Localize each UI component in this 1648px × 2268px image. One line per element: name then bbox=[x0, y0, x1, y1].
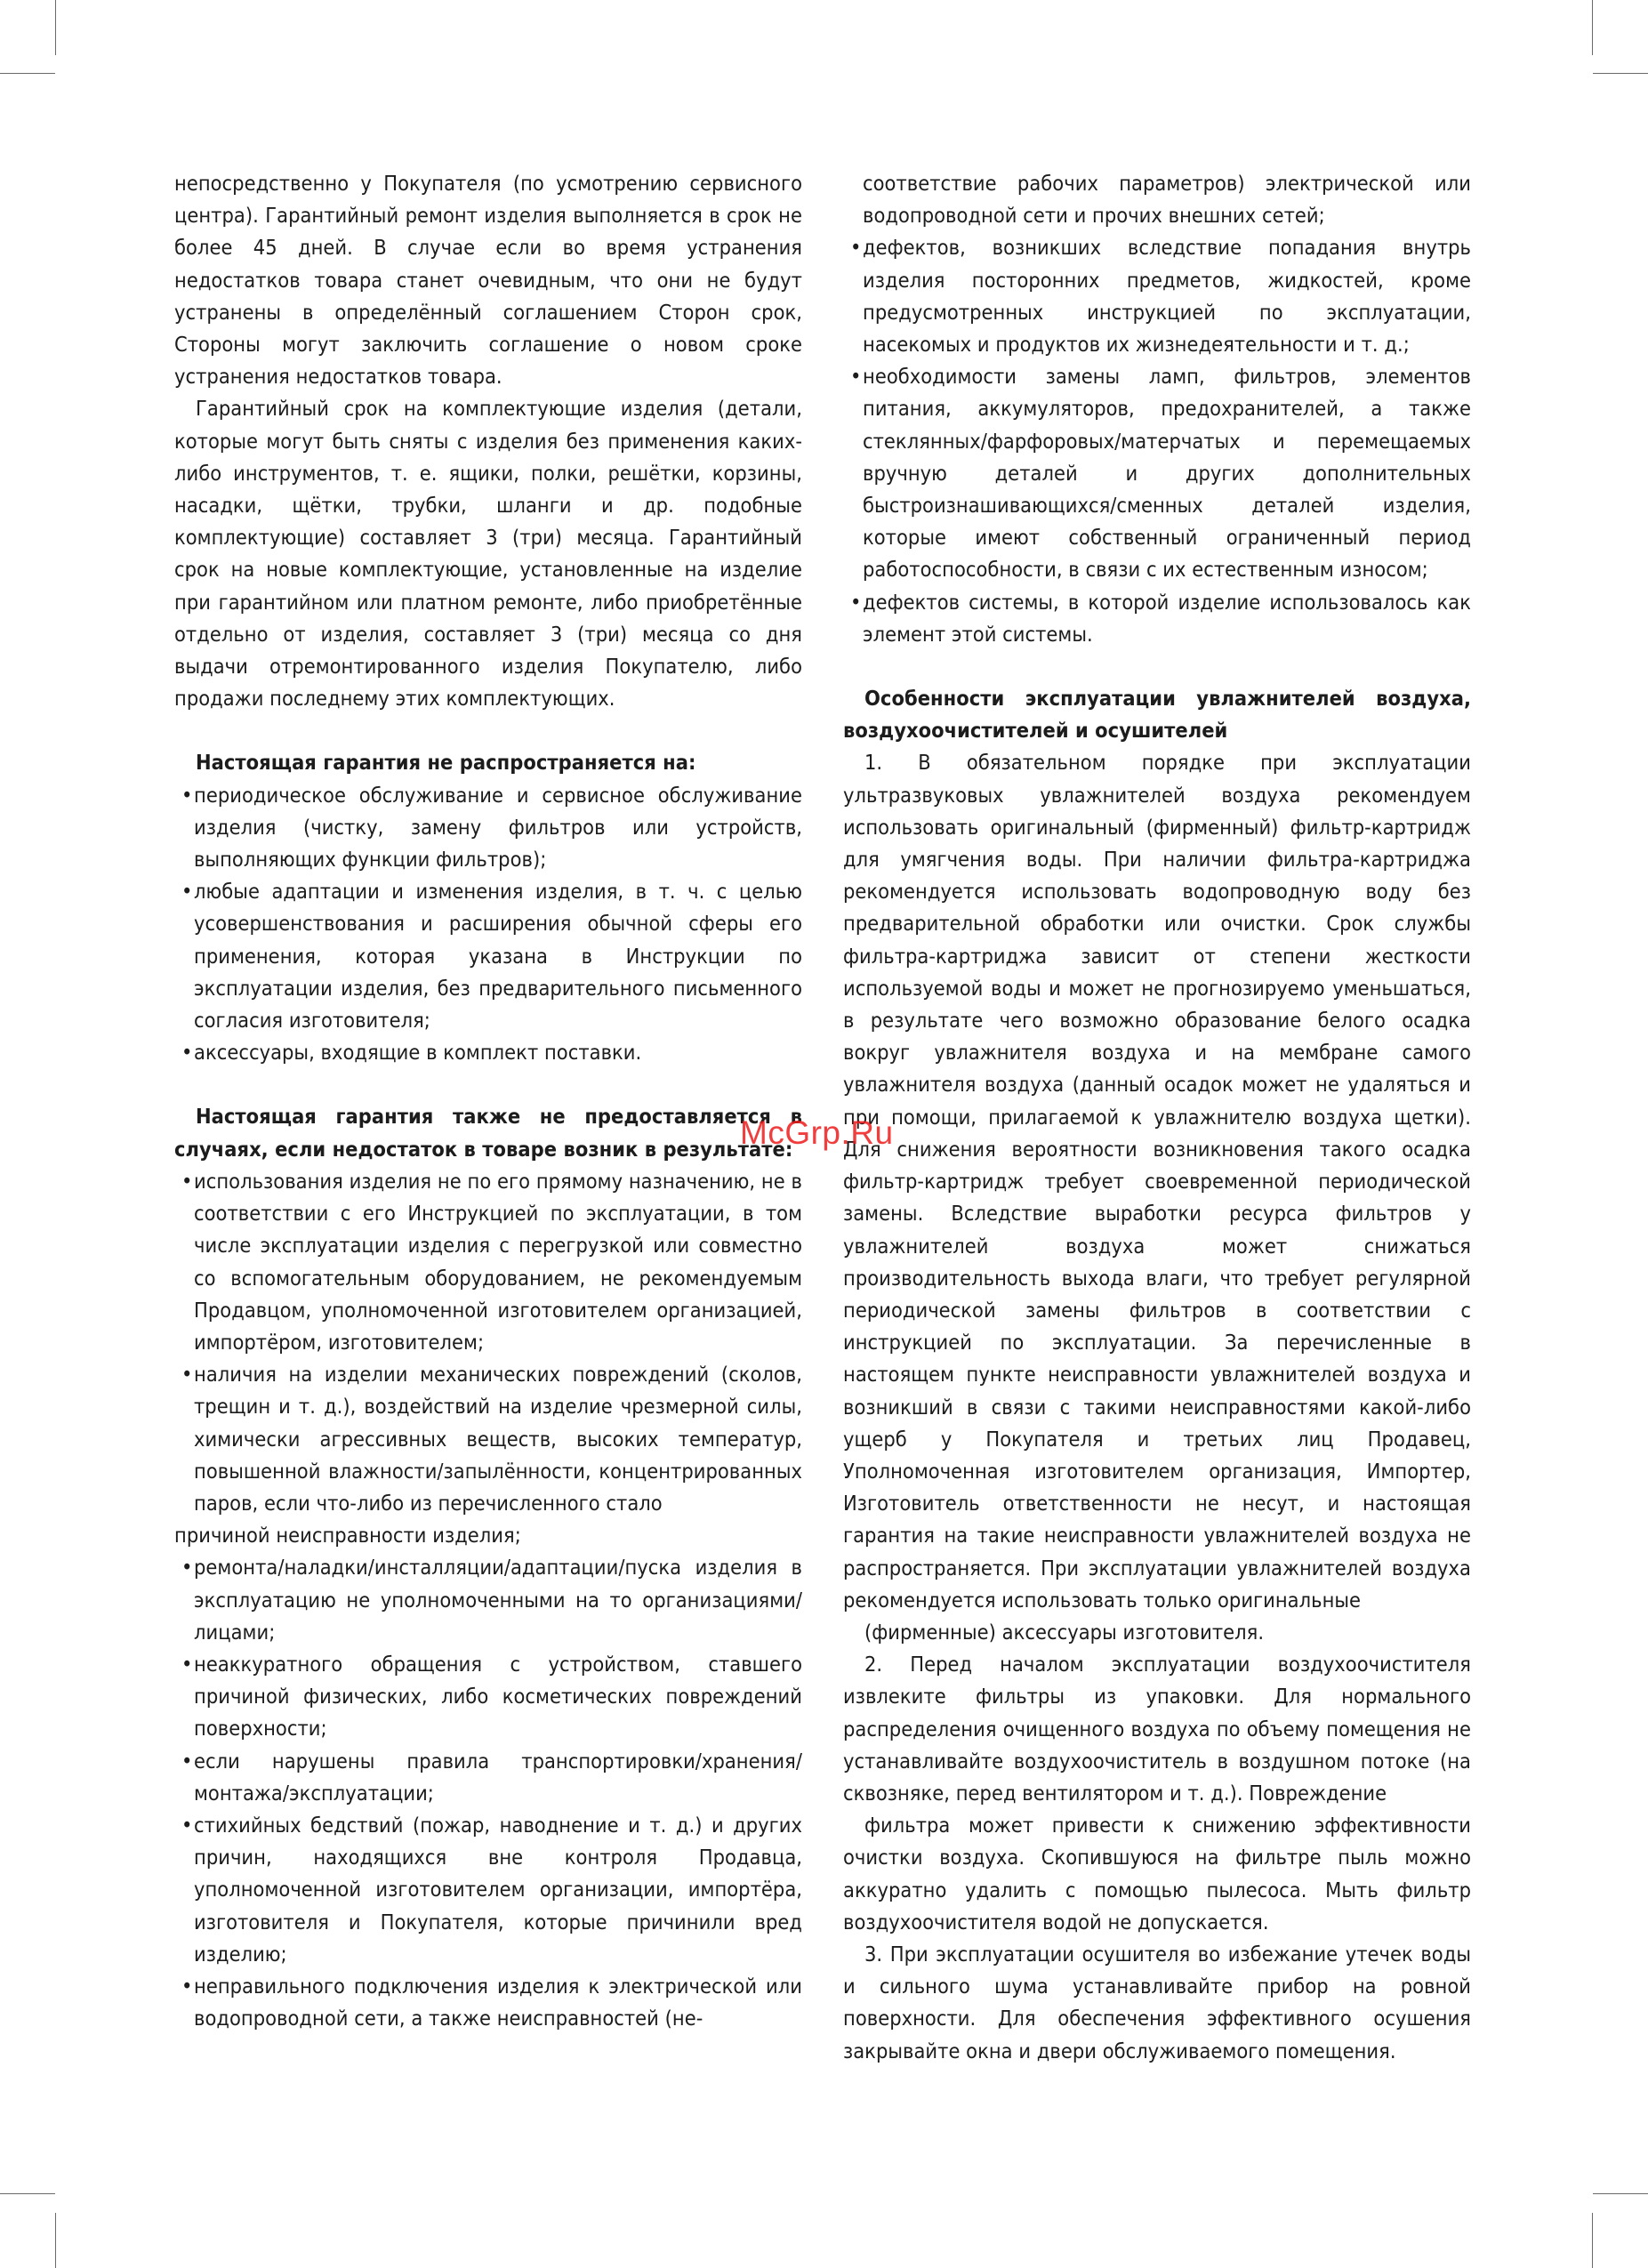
list-item: • необходимости замены ламп, фильтров, элементов питания, аккумуляторов, предохранителей, а также стеклянных/фарфоровых/матерчатых и перемещаемых вручную деталей и других дополнительных быстроизнашивающихся/сменных деталей изделия, которые имеют собственный ограниченный период работоспособности, в связи с их естественным износом; bbox=[843, 360, 1471, 585]
list-item: • если нарушены правила транспортировки/хранения/монтажа/эксплуатации; bbox=[174, 1745, 802, 1809]
paragraph: 1. В обязательном порядке при эксплуатации ультразвуковых увлажнителей воздуха рекомендуем использовать оригинальный (фирменный) фильтр-картридж для умягчения воды. При наличии фильтра-картриджа рекомендуется использовать водопроводную воду без предварительной обработки или очистки. Срок службы фильтра-картриджа зависит от степени жесткости используемой воды и может не прогнозируемо уменьшаться, в результате чего возможно образование белого осадка вокруг увлажнителя воздуха и на мембране самого увлажнителя воздуха (данный осадок может не удаляться и при помощи, прилагаемой к увлажнителю воздуха щетки). Для снижения вероятности возникновения такого осадка фильтр-картридж требует своевременной периодической замены. Вследствие выработки ресурса фильтров у увлажнителей воздуха может снижаться производительность выхода влаги, что требует регулярной периодической замены фильтров в соответствии с инструкцией по эксплуатации. За перечисленные в настоящем пункте неисправности увлажнителей воздуха и возникший в связи с такими неисправностями какой-либо ущерб у Покупателя и третьих лиц Продавец, Уполномоченная изготовителем организация, Импортер, Изготовитель ответственности не несут, и настоящая гарантия на такие неисправности увлажнителей воздуха не распространяется. При эксплуатации увлажнителей воздуха рекомендуется использовать только оригинальные bbox=[843, 750, 1471, 1613]
crop-mark bbox=[1592, 0, 1593, 55]
watermark: McGrp.Ru bbox=[740, 1114, 894, 1151]
list-item: • неправильного подключения изделия к электрической или водопроводной сети, а также неисправностей (не- bbox=[174, 1970, 802, 2034]
crop-mark bbox=[1593, 73, 1648, 74]
list-item: • любые адаптации и изменения изделия, в т. ч. с целью усовершенствования и расширения обычной сферы его применения, которая указана в Инструкции по эксплуатации изделия, без предварительного письменного согласия изготовителя; bbox=[174, 875, 802, 1036]
list-item: • дефектов системы, в которой изделие использовалось как элемент этой системы. bbox=[843, 586, 1471, 650]
section-heading: Настоящая гарантия также не предоставляется в случаях, если недостаток в товаре возник в результате: bbox=[174, 1104, 802, 1162]
crop-mark bbox=[1592, 2213, 1593, 2268]
list-item: • наличия на изделии механических повреждений (сколов, трещин и т. д.), воздействий на изделие чрезмерной силы, химически агрессивных веществ, высоких температур, повышенной влажности/запылённости, концентрированных паров, если что-либо из перечисленного стало bbox=[174, 1358, 802, 1519]
paragraph: непосредственно у Покупателя (по усмотрению сервисного центра). Гарантийный ремонт изделия выполняется в срок не более 45 дней. В случае если во время устранения недостатков товара станет очевидным, что они не будут устранены в определённый соглашением Сторон срок, Стороны могут заключить соглашение о новом сроке устранения недостатков товара. bbox=[174, 171, 802, 390]
paragraph: 2. Перед началом эксплуатации воздухоочистителя извлеките фильтры из упаковки. Для нормального распределения очищенного воздуха по объему помещения не устанавливайте воздухоочиститель в воздушном потоке (на сквозняке, перед вентилятором и т. д.). Повреждение bbox=[843, 1652, 1471, 1806]
bullet-list bbox=[174, 779, 802, 1069]
list-item: • аксессуары, входящие в комплект поставки. bbox=[174, 1036, 802, 1068]
left-column bbox=[174, 167, 802, 2034]
list-item: • периодическое обслуживание и сервисное обслуживание изделия (чистку, замену фильтров или устройств, выполняющих функции фильтров); bbox=[174, 779, 802, 876]
right-column bbox=[843, 167, 1471, 2067]
bullet-list bbox=[174, 1165, 802, 1519]
paragraph: Гарантийный срок на комплектующие изделия (детали, которые могут быть сняты с изделия без применения каких-либо инструментов, т. е. ящики, полки, решётки, корзины, насадки, щётки, трубки, шланги и др. подобные комплектующие) составляет 3 (три) месяца. Гарантийный срок на новые комплектующие, установленные на изделие при гарантийном или платном ремонте, либо приобретённые отдельно от изделия, составляет 3 (три) месяца со дня выдачи отремонтированного изделия Покупателю, либо продажи последнему этих комплектующих. bbox=[174, 396, 802, 712]
list-item: • дефектов, возникших вследствие попадания внутрь изделия посторонних предметов, жидкостей, кроме предусмотренных инструкцией по эксплуатации, насекомых и продуктов их жизнедеятельности и т. д.; bbox=[843, 231, 1471, 360]
paragraph-continuation: причиной неисправности изделия; bbox=[174, 1523, 521, 1548]
crop-mark bbox=[0, 2193, 55, 2194]
crop-mark bbox=[55, 2213, 56, 2268]
paragraph: 3. При эксплуатации осушителя во избежание утечек воды и сильного шума устанавливайте прибор на ровной поверхности. Для обеспечения эффективного осушения закрывайте окна и двери обслуживаемого помещения. bbox=[843, 1941, 1471, 2063]
section-heading: Особенности эксплуатации увлажнителей воздуха, воздухоочистителей и осушителей bbox=[843, 686, 1471, 744]
bullet-list bbox=[174, 1551, 802, 2034]
crop-mark bbox=[55, 0, 56, 55]
bullet-list bbox=[843, 231, 1471, 650]
list-item: • ремонта/наладки/инсталляции/адаптации/пуска изделия в эксплуатацию не уполномоченными на то организациями/ лицами; bbox=[174, 1551, 802, 1648]
list-item: • неаккуратного обращения с устройством, ставшего причиной физических, либо косметических повреждений поверхности; bbox=[174, 1648, 802, 1745]
list-item: • использования изделия не по его прямому назначению, не в соответствии с его Инструкцией по эксплуатации, в том числе эксплуатации изделия с перегрузкой или совместно со вспомогательным оборудованием, не рекомендуемым Продавцом, уполномоченной изготовителем организацией, импортёром, изготовителем; bbox=[174, 1165, 802, 1358]
paragraph: фильтра может привести к снижению эффективности очистки воздуха. Скопившуюся на фильтре пыль можно аккуратно удалить с помощью пылесоса. Мыть фильтр воздухоочистителя водой не допускается. bbox=[843, 1813, 1471, 1934]
crop-mark bbox=[0, 73, 55, 74]
paragraph: (фирменные) аксессуары изготовителя. bbox=[864, 1619, 1265, 1645]
crop-mark bbox=[1593, 2193, 1648, 2194]
paragraph-continuation: соответствие рабочих параметров) электрической или водопроводной сети и прочих внешних сетей; bbox=[863, 171, 1471, 229]
section-heading: Настоящая гарантия не распространяется на: bbox=[196, 750, 696, 776]
list-item: • стихийных бедствий (пожар, наводнение и т. д.) и других причин, находящихся вне контроля Продавца, уполномоченной изготовителем организации, импортёра, изготовителя и Покупателя, которые причинили вред изделию; bbox=[174, 1809, 802, 1970]
